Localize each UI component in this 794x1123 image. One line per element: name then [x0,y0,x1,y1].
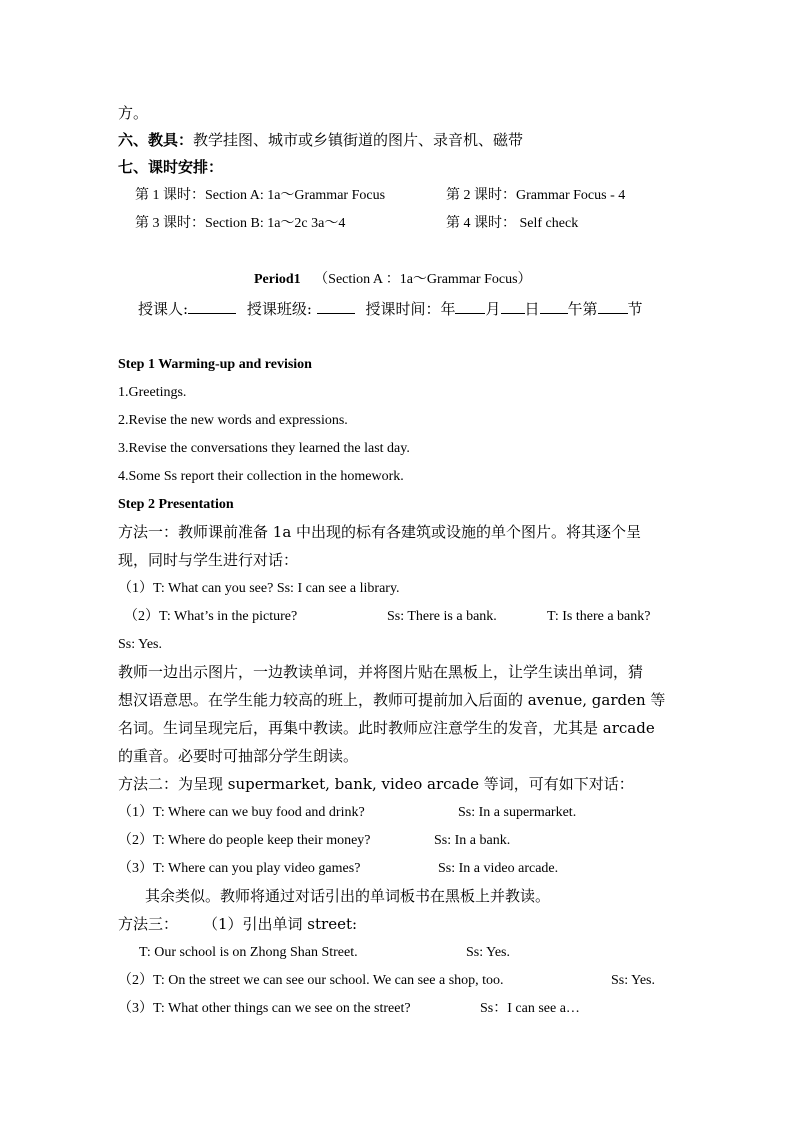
text-line: 第 2 课时：Grammar Focus - 4 [446,188,626,203]
dialogue-line: Ss: In a bank. [434,833,511,848]
paragraph-line: 名词。生词呈现完后，再集中教读。此时教师应注意学生的发音，尤其是 arcade [118,719,655,737]
text-line: 方。 [118,104,149,122]
section-heading: 七、课时安排： [118,158,224,176]
text-line: 其余类似。教师将通过对话引出的单词板书在黑板上并教读。 [145,887,551,905]
text-line: 2.Revise the new words and expressions. [118,413,348,428]
text-line: 第 1 课时：Section A: 1a～Grammar Focus [135,188,386,203]
dialogue-line: T: Our school is on Zhong Shan Street. [139,945,358,960]
text-span: 教学挂图、城市或乡镇街道的图片、录音机、磁带 [193,131,524,149]
period-title [254,271,532,289]
dialogue-line: （3）T: Where can you play video games? [118,861,361,876]
noon-label: 午第 [567,300,598,318]
dialogue-line: （3）T: What other things can we see on the street? [118,1001,411,1016]
dialogue-line: Ss: Yes. [118,637,162,652]
step-heading: Step 1 Warming-up and revision [118,357,312,372]
paragraph-line: 教师一边出示图片，一边教读单词，并将图片贴在黑板上，让学生读出单词，猜 [118,663,644,681]
text-line: 现，同时与学生进行对话： [118,551,299,569]
paragraph-line: 想汉语意思。在学生能力较高的班上，教师可提前加入后面的 avenue, garden 等 [118,691,666,709]
dialogue-line: （1）T: What can you see? Ss: I can see a library. [118,581,400,596]
text-line: 3.Revise the conversations they learned the last day. [118,441,410,456]
paragraph-line: 的重音。必要时可抽部分学生朗读。 [118,747,359,765]
blank-line [598,299,628,314]
step-heading: Step 2 Presentation [118,497,234,512]
dialogue-line: （2）T: What’s in the picture? [124,609,298,624]
teacher-label: 授课人: [138,300,189,318]
dialogue-line: （2）T: Where do people keep their money? [118,833,371,848]
blank-line [540,299,568,314]
class-label: 授课班级: [246,300,312,318]
dialogue-line: Ss: Yes. [466,945,510,960]
dialogue-line: Ss：I can see a… [480,1001,580,1016]
period-label: Period1 [254,272,301,287]
blank-line [455,299,485,314]
text-line: 4.Some Ss report their collection in the homework. [118,469,404,484]
time-label: 授课时间：年 [365,300,456,318]
teaching-info [138,299,643,318]
section-label: 节 [627,300,643,318]
dialogue-line: （1）T: Where can we buy food and drink? [118,805,365,820]
text-line: 第 3 课时：Section B: 1a～2c 3a～4 [135,216,346,231]
text-line: 方法一：教师课前准备 1a 中出现的标有各建筑或设施的单个图片。将其逐个呈 [118,523,642,541]
dialogue-line: Ss: Yes. [611,973,655,988]
dialogue-line: Ss: There is a bank. [387,609,497,624]
text-line: 第 4 课时： Self check [446,216,579,231]
text-line: 方法三： [118,915,179,933]
text-line: 方法二：为呈现 supermarket, bank, video arcade 等词，可有如下对话： [118,775,634,793]
text-line: 1.Greetings. [118,385,187,400]
period-text: （Section A ：1a～Grammar Focus） [314,272,532,287]
text-line: （1）引出单词 street: [203,915,358,933]
dialogue-line: Ss: In a supermarket. [458,805,577,820]
blank-line [317,299,355,314]
dialogue-line: Ss: In a video arcade. [438,861,559,876]
blank-line [188,299,236,314]
dialogue-line: T: Is there a bank? [547,609,651,624]
day-label: 日 [524,300,540,318]
text-line [118,131,523,149]
heading-label: 六、教具： [118,131,194,149]
month-label: 月 [485,300,501,318]
dialogue-line: （2）T: On the street we can see our school. We can see a shop, too. [118,973,504,988]
blank-line [501,299,525,314]
